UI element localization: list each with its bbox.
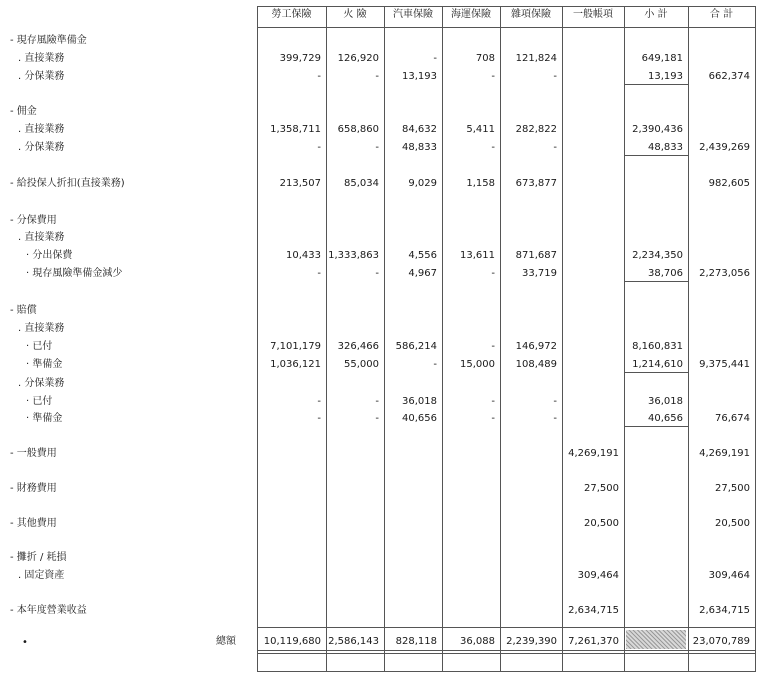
- column-header: 小 計: [644, 9, 668, 20]
- table-cell: 399,729: [279, 53, 321, 64]
- column-divider: [442, 6, 443, 672]
- table-cell: 20,500: [584, 518, 619, 529]
- table-cell: 2,234,350: [632, 250, 683, 261]
- table-cell: 2,439,269: [699, 142, 750, 153]
- total-top-rule: [257, 627, 755, 628]
- table-cell: -: [491, 396, 495, 407]
- table-cell: 1,358,711: [270, 124, 321, 135]
- table-cell: 9,029: [408, 178, 437, 189]
- row-label: · 已付: [26, 396, 53, 407]
- row-label: . 分保業務: [18, 378, 65, 389]
- row-label: - 給投保人折扣(直接業務): [10, 178, 125, 189]
- table-cell: 27,500: [715, 483, 750, 494]
- table-cell: 108,489: [515, 359, 557, 370]
- table-cell: 1,158: [466, 178, 495, 189]
- subtotal-underline: [624, 155, 688, 156]
- shaded-subtotal-cell: [626, 630, 686, 649]
- total-cell: 2,586,143: [328, 636, 379, 647]
- row-label: · 現存風險準備金減少: [26, 268, 123, 279]
- table-cell: -: [317, 268, 321, 279]
- table-cell: 309,464: [577, 570, 619, 581]
- table-cell: 1,333,863: [328, 250, 379, 261]
- table-cell: 38,706: [648, 268, 683, 279]
- table-cell: -: [375, 268, 379, 279]
- table-cell: 282,822: [515, 124, 557, 135]
- column-divider: [384, 6, 385, 672]
- table-cell: 7,101,179: [270, 341, 321, 352]
- row-label: . 分保業務: [18, 142, 65, 153]
- subtotal-underline: [624, 372, 688, 373]
- table-cell: -: [375, 71, 379, 82]
- table-cell: -: [491, 142, 495, 153]
- row-label: - 一般費用: [10, 448, 57, 459]
- column-header: 一般帳項: [573, 9, 613, 20]
- table-cell: 213,507: [279, 178, 321, 189]
- table-cell: 8,160,831: [632, 341, 683, 352]
- table-cell: 586,214: [395, 341, 437, 352]
- table-cell: 121,824: [515, 53, 557, 64]
- table-cell: 15,000: [460, 359, 495, 370]
- table-cell: -: [491, 268, 495, 279]
- table-cell: 146,972: [515, 341, 557, 352]
- table-cell: 84,632: [402, 124, 437, 135]
- table-cell: 649,181: [641, 53, 683, 64]
- table-cell: 5,411: [466, 124, 495, 135]
- table-cell: 326,466: [337, 341, 379, 352]
- table-cell: 20,500: [715, 518, 750, 529]
- table-cell: 126,920: [337, 53, 379, 64]
- table-cell: -: [491, 413, 495, 424]
- table-cell: -: [553, 413, 557, 424]
- table-cell: 36,018: [402, 396, 437, 407]
- header-top-rule: [257, 6, 755, 7]
- table-cell: 2,634,715: [699, 605, 750, 616]
- column-divider: [624, 6, 625, 672]
- column-header: 雜項保險: [511, 9, 551, 20]
- row-label: - 現存風險準備金: [10, 35, 87, 46]
- row-label: . 直接業務: [18, 232, 65, 243]
- table-cell: 2,273,056: [699, 268, 750, 279]
- column-header: 汽車保險: [393, 9, 433, 20]
- row-label: - 其他費用: [10, 518, 57, 529]
- row-label: - 賠償: [10, 305, 37, 316]
- row-label: . 固定資產: [18, 570, 65, 581]
- table-cell: -: [317, 71, 321, 82]
- row-label: · 準備金: [26, 359, 63, 370]
- column-divider: [326, 6, 327, 672]
- table-cell: 1,214,610: [632, 359, 683, 370]
- table-cell: 55,000: [344, 359, 379, 370]
- table-cell: -: [317, 396, 321, 407]
- table-cell: 2,390,436: [632, 124, 683, 135]
- table-cell: -: [491, 71, 495, 82]
- table-cell: 33,719: [522, 268, 557, 279]
- row-label: · 已付: [26, 341, 53, 352]
- subtotal-underline: [624, 426, 688, 427]
- table-cell: 4,967: [408, 268, 437, 279]
- total-bottom-rule: [257, 650, 755, 651]
- column-divider: [755, 6, 756, 672]
- table-cell: 658,860: [337, 124, 379, 135]
- table-cell: -: [433, 359, 437, 370]
- table-cell: 708: [475, 53, 495, 64]
- table-cell: 13,193: [402, 71, 437, 82]
- table-cell: 4,269,191: [699, 448, 750, 459]
- total-cell: 10,119,680: [263, 636, 321, 647]
- table-cell: -: [317, 413, 321, 424]
- column-header: 合 計: [709, 9, 734, 20]
- row-label: - 本年度營業收益: [10, 605, 87, 616]
- table-cell: 85,034: [344, 178, 379, 189]
- row-label: - 攤折 / 耗損: [10, 552, 67, 563]
- total-underline: [257, 653, 755, 654]
- header-bottom-rule: [257, 27, 755, 28]
- table-cell: 4,269,191: [568, 448, 619, 459]
- table-cell: -: [491, 341, 495, 352]
- column-divider: [257, 6, 258, 672]
- total-cell: 7,261,370: [568, 636, 619, 647]
- total-cell: 2,239,390: [506, 636, 557, 647]
- row-label: · 分出保費: [26, 250, 73, 261]
- total-cell: 23,070,789: [692, 636, 750, 647]
- table-cell: 9,375,441: [699, 359, 750, 370]
- table-cell: 36,018: [648, 396, 683, 407]
- column-header: 海運保險: [451, 9, 491, 20]
- table-cell: -: [553, 396, 557, 407]
- table-cell: -: [375, 413, 379, 424]
- footer-rule: [257, 671, 755, 672]
- table-cell: 871,687: [515, 250, 557, 261]
- table-cell: 76,674: [715, 413, 750, 424]
- subtotal-underline: [624, 84, 688, 85]
- table-cell: -: [317, 142, 321, 153]
- table-cell: -: [375, 142, 379, 153]
- row-label: . 分保業務: [18, 71, 65, 82]
- total-bullet: •: [22, 637, 28, 648]
- table-cell: 4,556: [408, 250, 437, 261]
- table-cell: -: [553, 71, 557, 82]
- subtotal-underline: [624, 281, 688, 282]
- column-header: 勞工保險: [271, 9, 312, 20]
- row-label: · 準備金: [26, 413, 63, 424]
- total-cell: 36,088: [460, 636, 495, 647]
- table-cell: 1,036,121: [270, 359, 321, 370]
- table-cell: 673,877: [515, 178, 557, 189]
- table-cell: -: [553, 142, 557, 153]
- table-cell: 13,611: [460, 250, 495, 261]
- table-cell: 48,833: [402, 142, 437, 153]
- row-label: - 佣金: [10, 106, 37, 117]
- table-cell: -: [433, 53, 437, 64]
- total-label: 總額: [216, 636, 236, 647]
- column-header: 火 險: [343, 9, 367, 20]
- table-cell: -: [375, 396, 379, 407]
- table-cell: 27,500: [584, 483, 619, 494]
- row-label: - 分保費用: [10, 215, 57, 226]
- row-label: - 財務費用: [10, 483, 57, 494]
- table-cell: 982,605: [708, 178, 750, 189]
- table-cell: 48,833: [648, 142, 683, 153]
- total-cell: 828,118: [395, 636, 437, 647]
- table-cell: 13,193: [648, 71, 683, 82]
- table-cell: 40,656: [648, 413, 683, 424]
- table-cell: 40,656: [402, 413, 437, 424]
- table-cell: 10,433: [286, 250, 321, 261]
- row-label: . 直接業務: [18, 53, 65, 64]
- row-label: . 直接業務: [18, 323, 65, 334]
- table-cell: 2,634,715: [568, 605, 619, 616]
- table-cell: 662,374: [708, 71, 750, 82]
- table-cell: 309,464: [708, 570, 750, 581]
- column-divider: [500, 6, 501, 672]
- row-label: . 直接業務: [18, 124, 65, 135]
